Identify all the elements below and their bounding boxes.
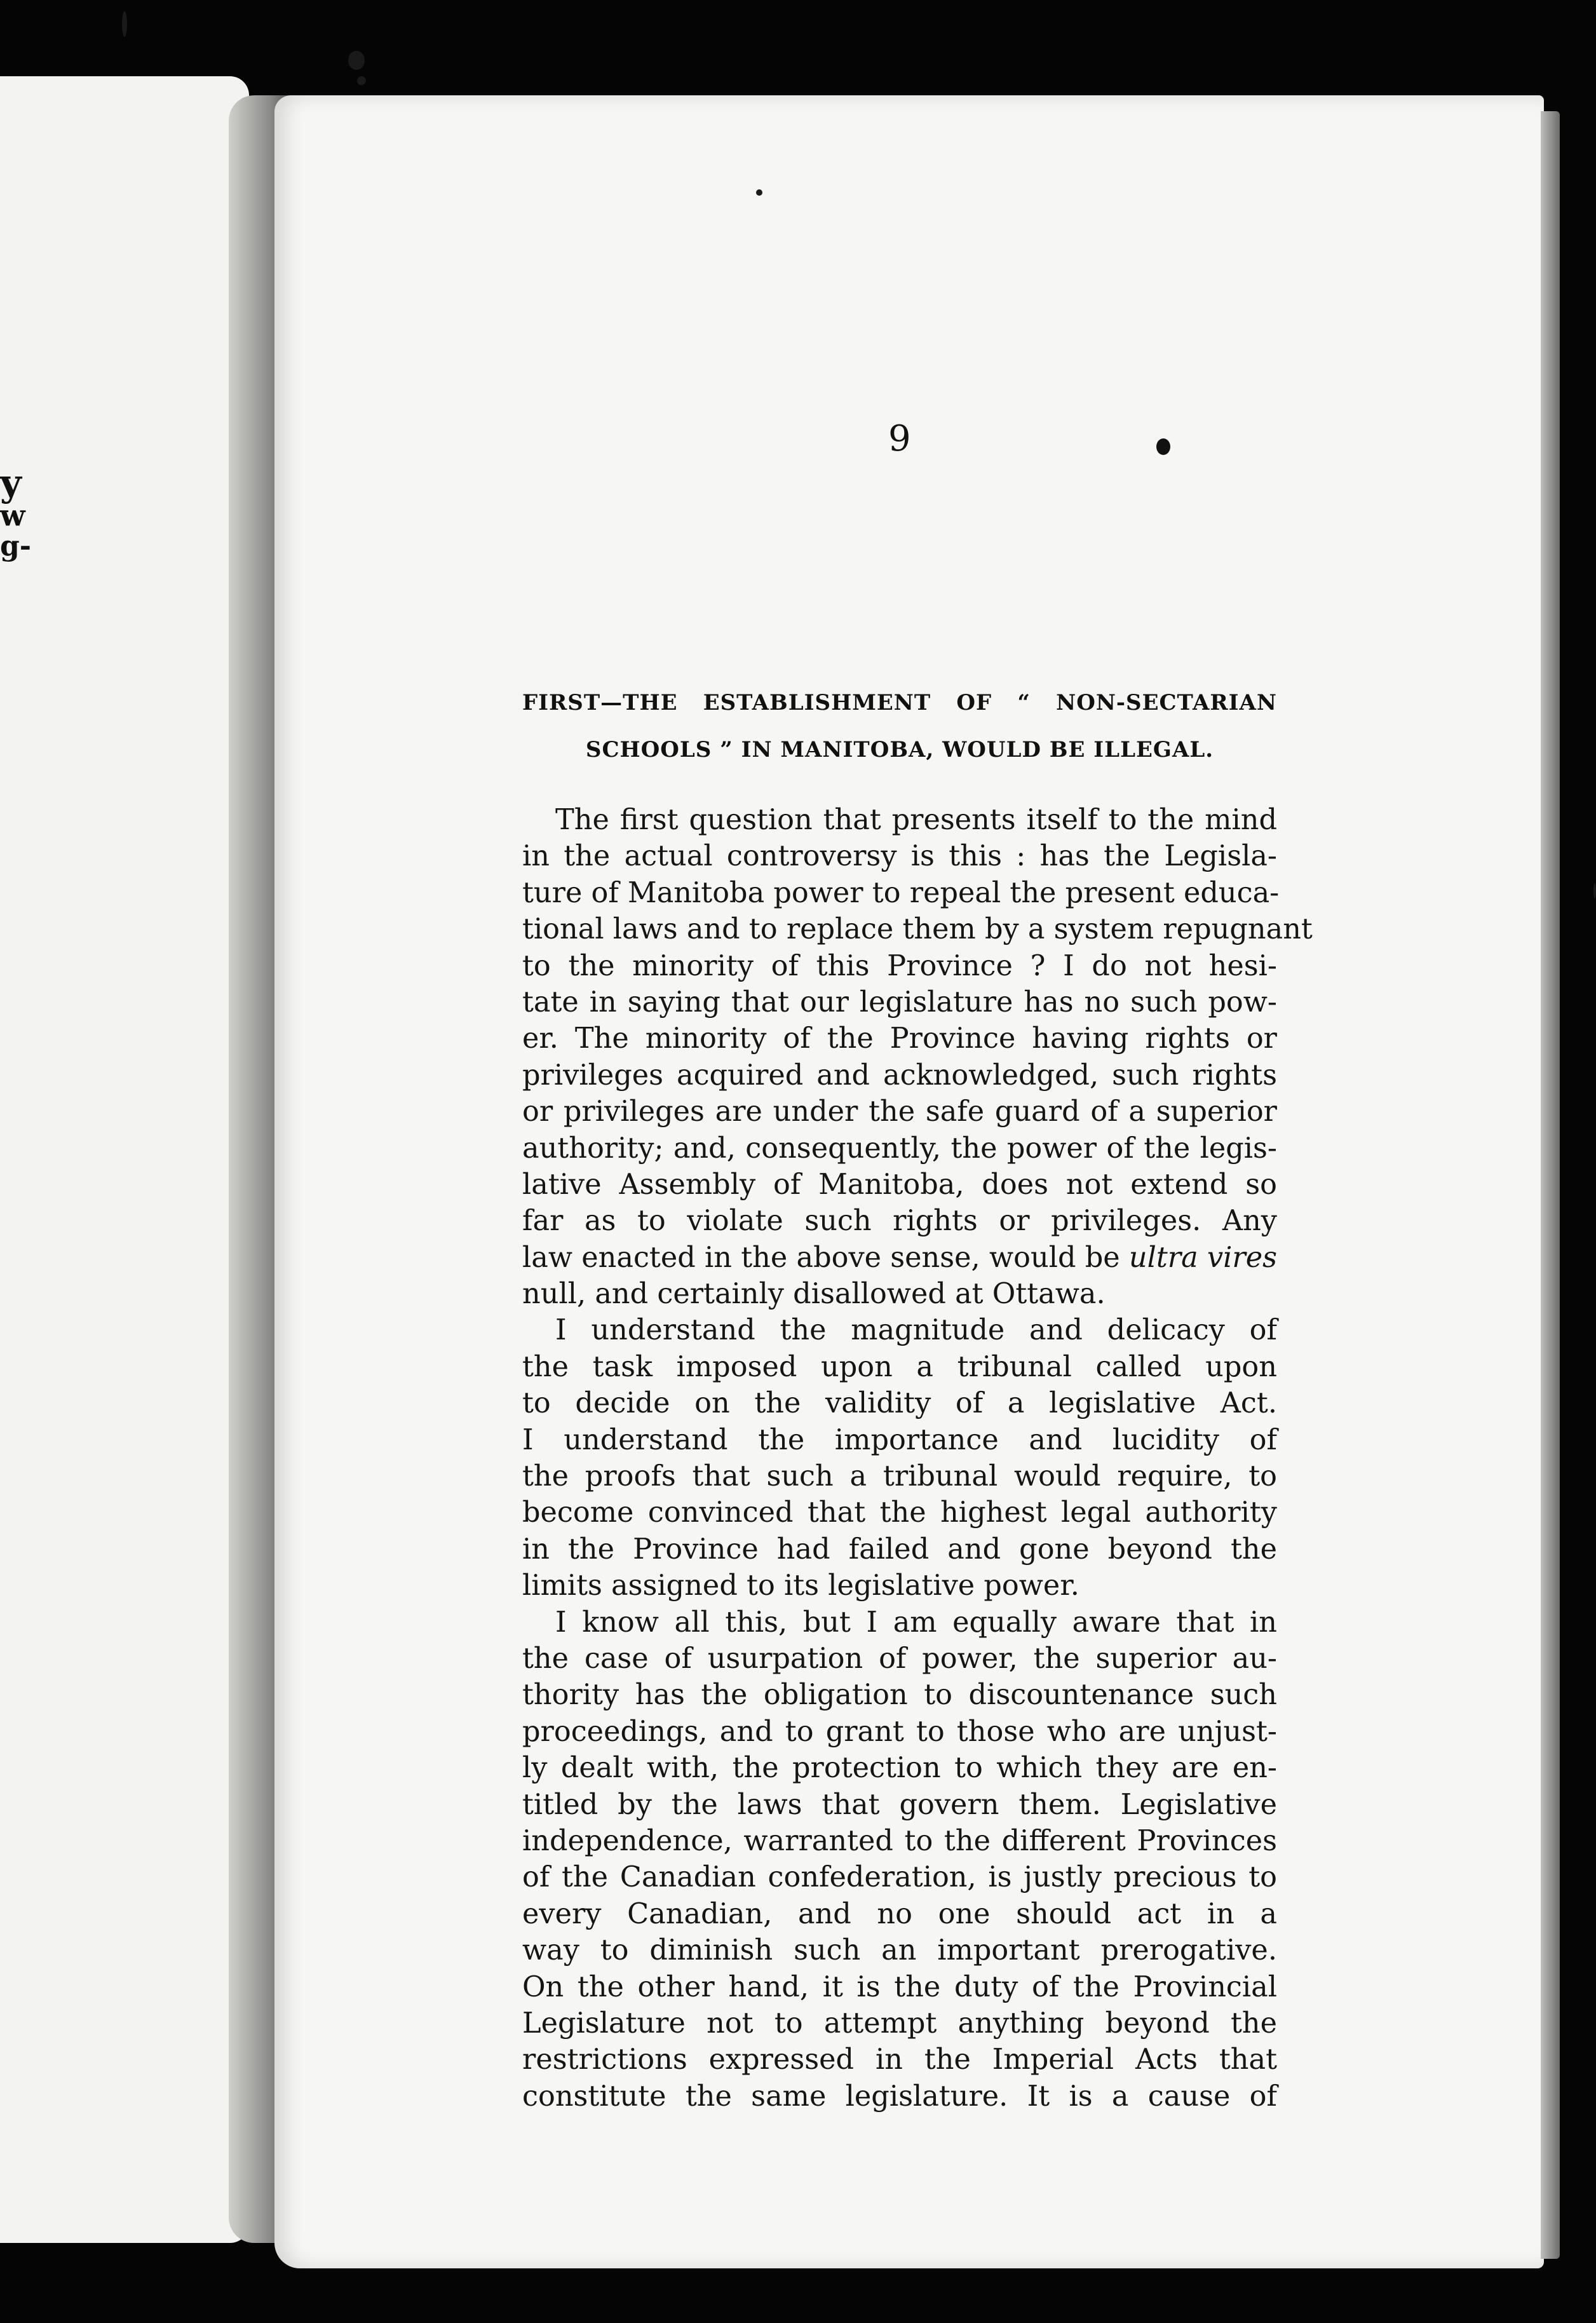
text-line: lative Assembly of Manitoba, does not extend so bbox=[522, 1167, 1277, 1201]
text-line: restrictions expressed in the Imperial Acts that bbox=[522, 2043, 1277, 2076]
body-text bbox=[522, 802, 1313, 2115]
left-page-letter: y bbox=[0, 461, 22, 505]
text-line: tate in saying that our legislature has no such pow- bbox=[522, 985, 1277, 1019]
text-line-with-italic bbox=[522, 1240, 1277, 1276]
page-edge bbox=[1541, 111, 1560, 2259]
text-line: Legislature not to attempt anything beyond the bbox=[522, 2006, 1277, 2040]
text-line: limits assigned to its legislative power. bbox=[522, 1569, 1079, 1602]
text-line: or privileges are under the safe guard of a superior bbox=[522, 1095, 1277, 1128]
text-line: of the Canadian confederation, is justly precious to bbox=[522, 1860, 1277, 1894]
text-line: way to diminish such an important prerogative. bbox=[522, 1934, 1277, 1967]
text-line: every Canadian, and no one should act in a bbox=[522, 1897, 1277, 1930]
text-line: the proofs that such a tribunal would require, to bbox=[522, 1459, 1277, 1493]
text-line: tional laws and to replace them by a system repugnant bbox=[522, 912, 1313, 946]
text-line: The first question that presents itself to the mind bbox=[555, 803, 1277, 836]
text-line: constitute the same legislature. It is a cause of bbox=[522, 2079, 1277, 2113]
left-page-letter: g- bbox=[0, 530, 32, 562]
text-line: far as to violate such rights or privileges. Any bbox=[522, 1204, 1277, 1238]
text-line: ly dealt with, the protection to which they are en- bbox=[522, 1751, 1277, 1785]
text-line: On the other hand, it is the duty of the Provincial bbox=[522, 1970, 1277, 2003]
text-line: thority has the obligation to discountenance such bbox=[522, 1678, 1277, 1712]
text-line: privileges acquired and acknowledged, such rights bbox=[522, 1058, 1277, 1092]
text-line: I understand the magnitude and delicacy of bbox=[555, 1313, 1277, 1347]
section-heading-line-1: FIRST—THE ESTABLISHMENT OF “ NON-SECTARIAN bbox=[522, 690, 1277, 715]
ink-dot bbox=[1156, 438, 1170, 455]
text-line: in the Province had failed and gone beyond the bbox=[522, 1532, 1277, 1566]
text-line: the case of usurpation of power, the superior au- bbox=[522, 1641, 1277, 1675]
left-page-letter: w bbox=[0, 498, 25, 532]
italic-phrase: ultra vires bbox=[1128, 1240, 1277, 1274]
text-line: become convinced that the highest legal authority bbox=[522, 1496, 1277, 1529]
text-line: I understand the importance and lucidity of bbox=[522, 1423, 1277, 1456]
left-page-fragment bbox=[0, 76, 249, 2243]
text-line: ture of Manitoba power to repeal the present educa- bbox=[522, 876, 1280, 909]
section-heading-line-2: SCHOOLS ” IN MANITOBA, WOULD BE ILLEGAL. bbox=[585, 737, 1214, 762]
text-line: proceedings, and to grant to those who are unjust- bbox=[522, 1714, 1277, 1748]
page-number: 9 bbox=[888, 418, 911, 459]
text-line: I know all this, but I am equally aware that in bbox=[555, 1605, 1277, 1639]
text-line: to the minority of this Province ? I do not hesi- bbox=[522, 949, 1277, 982]
text-line: to decide on the validity of a legislative Act. bbox=[522, 1386, 1277, 1420]
text-line: the task imposed upon a tribunal called upon bbox=[522, 1350, 1277, 1383]
text-line: er. The minority of the Province having rights or bbox=[522, 1022, 1277, 1055]
text-line: authority; and, consequently, the power of the legis- bbox=[522, 1131, 1277, 1165]
text-line: null, and certainly disallowed at Ottawa. bbox=[522, 1277, 1106, 1311]
text-line-start: law enacted in the above sense, would be bbox=[522, 1240, 1129, 1274]
text-line: independence, warranted to the different Provinces bbox=[522, 1824, 1277, 1857]
text-line: titled by the laws that govern them. Legislative bbox=[522, 1787, 1277, 1821]
text-line: in the actual controversy is this : has the Legisla- bbox=[522, 839, 1277, 873]
